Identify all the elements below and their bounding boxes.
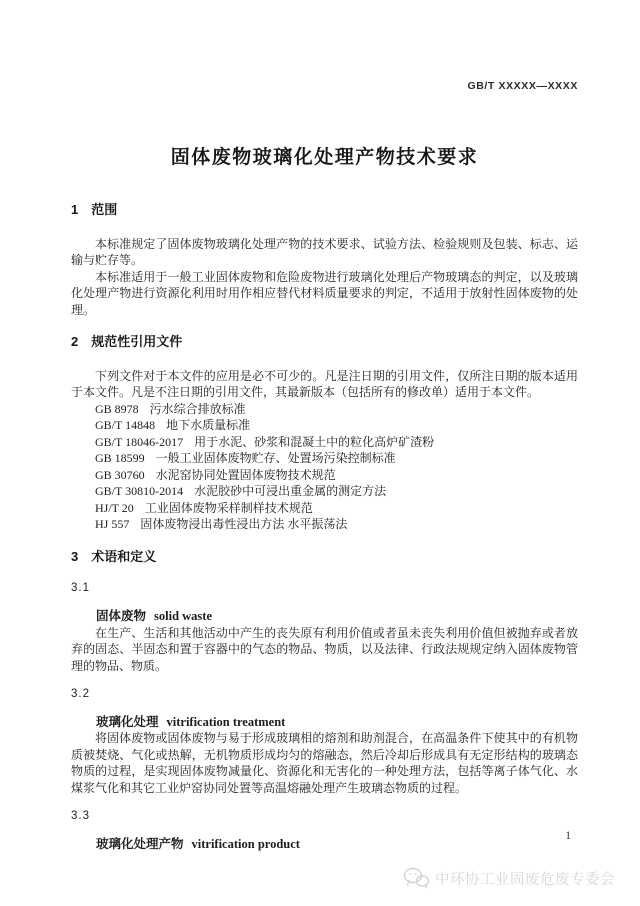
section-number: 2 xyxy=(71,334,79,350)
reference-item xyxy=(71,467,578,484)
section-number: 3 xyxy=(71,548,79,564)
term-name xyxy=(71,836,578,853)
term-number: 3.3 xyxy=(71,810,90,823)
section-heading-normative-references xyxy=(71,334,578,350)
section-label: 术语和定义 xyxy=(91,548,157,564)
reference-item xyxy=(71,450,578,467)
section-label: 范围 xyxy=(91,202,118,217)
watermark-text: 中环协工业固废危废专委会 xyxy=(435,871,615,888)
term-name-chinese: 固体废物 xyxy=(96,609,147,624)
references-intro: 下列文件对于本文件的应用是必不可少的。凡是注日期的引用文件，仅所注日期的版本适用于本文件。凡是不注日期的引用文件，其最新版本（包括所有的修改单）适用于本文件。 xyxy=(71,368,578,400)
reference-code: GB 18599 xyxy=(95,451,145,466)
reference-title: 地下水质量标准 xyxy=(166,418,251,433)
reference-item xyxy=(71,401,578,418)
reference-item xyxy=(71,500,578,517)
term-name-english: vitrification treatment xyxy=(166,714,286,729)
section-number: 1 xyxy=(71,202,79,217)
term-definition: 在生产、生活和其他活动中产生的丧失原有利用价值或者虽未丧失利用价值但被抛弃或者放弃的固态、半固态和置于容器中的气态的物品、物质，以及法律、行政法规规定纳入固体废物管理的物品、物质。 xyxy=(71,625,578,673)
term-name-english: solid waste xyxy=(154,609,213,624)
reference-title: 固体废物浸出毒性浸出方法 水平振荡法 xyxy=(140,517,348,532)
watermark xyxy=(402,866,615,890)
section-heading-terms xyxy=(71,549,578,565)
reference-item xyxy=(71,483,578,500)
reference-code: HJ/T 20 xyxy=(95,500,134,515)
section-label: 规范性引用文件 xyxy=(91,334,183,350)
term-number: 3.2 xyxy=(71,688,90,701)
term-number: 3.1 xyxy=(71,582,90,595)
term-definition: 将固体废物或固体废物与易于形成玻璃相的熔剂和助剂混合，在高温条件下使其中的有机物质被焚烧、气化或热解，无机物质形成均匀的熔融态，然后冷却后形成具有无定形结构的玻璃态物质的过程，是实现固体废物减量化、资源化和无害化的一种处理方法，包括等离子体气化、水煤浆气化和其它工业炉窑协同处置等高温熔融处理产生玻璃态物质的过程。 xyxy=(71,731,578,795)
scope-paragraph: 本标准适用于一般工业固体废物和危险废物进行玻璃化处理后产物玻璃态的判定，以及玻璃化处理产物进行资源化利用时用作相应替代材料质量要求的判定，不适用于放射性固体废物的处理。 xyxy=(71,269,578,317)
reference-item xyxy=(71,417,578,434)
wechat-icon xyxy=(402,866,430,890)
section-heading-scope xyxy=(71,202,578,218)
reference-code: GB/T 30810-2014 xyxy=(95,484,184,499)
reference-code: GB/T 14848 xyxy=(95,418,156,433)
term-name-english: vitrification product xyxy=(191,837,300,852)
reference-code: GB 8978 xyxy=(95,401,139,416)
reference-code: GB/T 18046-2017 xyxy=(95,434,184,449)
reference-title: 水泥胶砂中可浸出重金属的测定方法 xyxy=(194,484,387,499)
term-name-chinese: 玻璃化处理产物 xyxy=(96,837,184,852)
scope-paragraph: 本标准规定了固体废物玻璃化处理产物的技术要求、试验方法、检验规则及包装、标志、运输与贮存等。 xyxy=(71,236,578,268)
term-name xyxy=(71,714,578,731)
standard-code: GB/T XXXXX—XXXX xyxy=(467,80,578,92)
reference-item xyxy=(71,516,578,533)
term-name-chinese: 玻璃化处理 xyxy=(96,714,159,729)
reference-title: 水泥窑协同处置固体废物技术规范 xyxy=(155,467,336,482)
reference-title: 一般工业固体废物贮存、处置场污染控制标准 xyxy=(155,451,396,466)
term-name xyxy=(71,608,578,625)
reference-code: HJ 557 xyxy=(95,517,130,532)
reference-title: 污水综合排放标准 xyxy=(149,401,246,416)
reference-item xyxy=(71,434,578,451)
reference-code: GB 30760 xyxy=(95,467,145,482)
document-title: 固体废物玻璃化处理产物技术要求 xyxy=(170,147,479,168)
page-number: 1 xyxy=(565,830,571,842)
reference-title: 用于水泥、砂浆和混凝土中的粒化高炉矿渣粉 xyxy=(194,434,435,449)
reference-title: 工业固体废物采样制样技术规范 xyxy=(144,500,313,515)
